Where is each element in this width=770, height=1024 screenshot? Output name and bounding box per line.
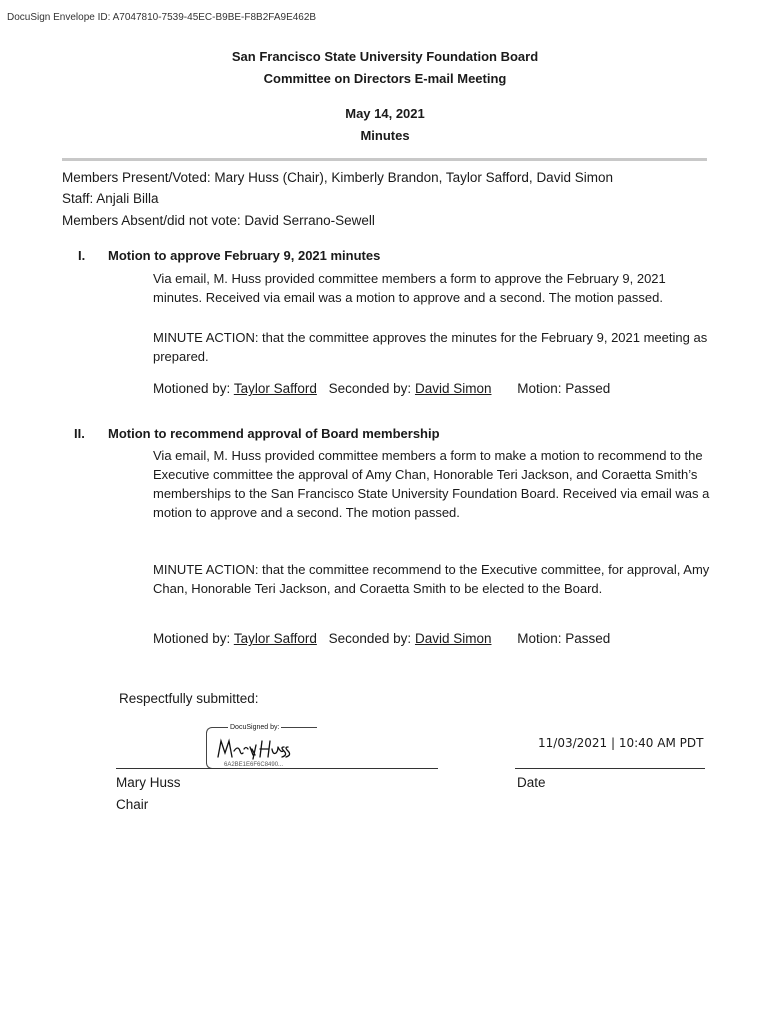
section-body: Via email, M. Huss provided committee members a form to make a motion to recommend to the Executive committee the approval of Amy Chan, Honorable Teri Jackson, and Coraetta Smith’s memberships to the San Francisco State University Foundation Board. Received via email was a motion to approve and a second. The motion passed. bbox=[153, 448, 710, 520]
seconded-by: David Simon bbox=[414, 631, 492, 646]
docusign-label: DocuSigned by: bbox=[230, 724, 280, 731]
seconded-by: David Simon bbox=[414, 381, 492, 396]
signed-date: 11/03/2021 | 10:40 AM PDT bbox=[538, 736, 704, 750]
section-title: Motion to approve February 9, 2021 minutes bbox=[108, 248, 381, 263]
motion-result: Motion: Passed bbox=[517, 631, 611, 646]
envelope-id: DocuSign Envelope ID: A7047810-7539-45EC-B9BE-F8B2FA9E462B bbox=[7, 12, 317, 23]
motioned-label: Motioned by: bbox=[153, 381, 231, 396]
section-body: Via email, M. Huss provided committee members a form to approve the February 9, 2021 minutes. Received via email was a motion to approve and a second. The motion passed. bbox=[153, 271, 666, 305]
closing-text: Respectfully submitted: bbox=[119, 691, 259, 706]
meeting-date: May 14, 2021 bbox=[345, 106, 425, 121]
org-title: San Francisco State University Foundation Board bbox=[231, 49, 539, 64]
minute-action: MINUTE ACTION: that the committee approves the minutes for the February 9, 2021 meeting as prepared. bbox=[153, 330, 708, 364]
motioned-by: Taylor Safford bbox=[233, 381, 317, 396]
section-number: I. bbox=[78, 248, 86, 263]
staff-list: Staff: Anjali Billa bbox=[62, 191, 159, 206]
document-subtitle: Minutes bbox=[360, 128, 410, 143]
section-title: Motion to recommend approval of Board membership bbox=[108, 426, 440, 441]
signature-line bbox=[116, 768, 438, 769]
members-present: Members Present/Voted: Mary Huss (Chair), Kimberly Brandon, Taylor Safford, David Simon bbox=[62, 170, 613, 185]
motion-line bbox=[153, 631, 610, 646]
motioned-label: Motioned by: bbox=[153, 631, 231, 646]
seconded-label: Seconded by: bbox=[328, 631, 412, 646]
header-divider bbox=[62, 158, 707, 161]
section-number: II. bbox=[74, 426, 85, 441]
date-line bbox=[515, 768, 705, 769]
members-absent: Members Absent/did not vote: David Serrano-Sewell bbox=[62, 213, 375, 228]
motion-result: Motion: Passed bbox=[517, 381, 611, 396]
motioned-by: Taylor Safford bbox=[233, 631, 317, 646]
handwritten-signature bbox=[214, 735, 294, 763]
motion-line bbox=[153, 381, 610, 396]
date-label: Date bbox=[517, 775, 546, 790]
minute-action: MINUTE ACTION: that the committee recommend to the Executive committee, for approval, Amy Chan, Honorable Teri Jackson, and Coraetta Smith to be elected to the Board. bbox=[153, 562, 710, 596]
seconded-label: Seconded by: bbox=[328, 381, 412, 396]
signer-title: Chair bbox=[116, 797, 149, 812]
signer-name: Mary Huss bbox=[116, 775, 181, 790]
docusign-id: 6A2BE1E6F6C8490... bbox=[224, 762, 284, 768]
meeting-title: Committee on Directors E-mail Meeting bbox=[263, 71, 507, 86]
